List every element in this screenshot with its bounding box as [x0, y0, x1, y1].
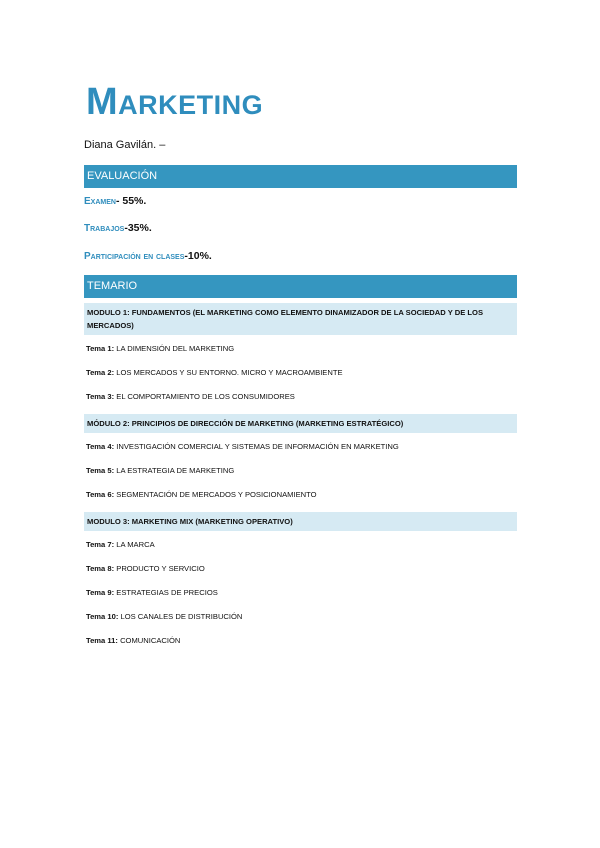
evaluation-value: - 55%. [115, 195, 147, 207]
tema-item [86, 564, 205, 573]
tema-title: LA DIMENSIÓN DEL MARKETING [114, 344, 235, 353]
evaluation-header: EVALUACIÓN [84, 165, 517, 188]
tema-number: Tema 9: [86, 588, 115, 597]
tema-title: COMUNICACIÓN [117, 636, 181, 645]
tema-item [86, 466, 234, 475]
evaluation-value: -10%. [184, 250, 212, 262]
evaluation-item [84, 222, 152, 234]
page-title [86, 80, 263, 127]
tema-title: INVESTIGACIÓN COMERCIAL Y SISTEMAS DE INFORMACIÓN EN MARKETING [114, 442, 399, 451]
author: Diana Gavilán. – [84, 139, 166, 151]
tema-item [86, 392, 295, 401]
temario-header: TEMARIO [84, 275, 517, 298]
module-3-header: MODULO 3: MARKETING MIX (MARKETING OPERATIVO) [84, 512, 517, 531]
tema-item [86, 588, 218, 597]
tema-item [86, 636, 180, 645]
evaluation-label: Participación en clases [84, 251, 185, 262]
evaluation-label: Examen [84, 196, 116, 207]
tema-title: PRODUCTO Y SERVICIO [114, 564, 205, 573]
tema-number: Tema 11: [86, 636, 118, 645]
title-rest: ARKETING [118, 90, 264, 120]
tema-title: LOS CANALES DE DISTRIBUCIÓN [118, 612, 243, 621]
tema-title: LOS MERCADOS Y SU ENTORNO. MICRO Y MACROAMBIENTE [114, 368, 343, 377]
tema-item [86, 612, 242, 621]
title-initial: M [86, 81, 119, 123]
tema-number: Tema 8: [86, 564, 115, 573]
tema-number: Tema 2: [86, 368, 115, 377]
evaluation-item [84, 250, 212, 262]
tema-item [86, 490, 317, 499]
tema-number: Tema 5: [86, 466, 115, 475]
tema-number: Tema 4: [86, 442, 115, 451]
tema-number: Tema 3: [86, 392, 115, 401]
tema-number: Tema 1: [86, 344, 115, 353]
evaluation-label: Trabajos [84, 223, 125, 234]
tema-title: SEGMENTACIÓN DE MERCADOS Y POSICIONAMIENTO [114, 490, 317, 499]
tema-title: LA ESTRATEGIA DE MARKETING [114, 466, 235, 475]
evaluation-item [84, 195, 146, 207]
evaluation-value: -35%. [124, 222, 152, 234]
tema-number: Tema 6: [86, 490, 115, 499]
tema-title: LA MARCA [114, 540, 155, 549]
tema-number: Tema 10: [86, 612, 119, 621]
module-2-header: MÓDULO 2: PRINCIPIOS DE DIRECCIÓN DE MARKETING (MARKETING ESTRATÉGICO) [84, 414, 517, 433]
tema-item [86, 344, 234, 353]
tema-item [86, 368, 343, 377]
tema-item [86, 442, 399, 451]
tema-title: ESTRATEGIAS DE PRECIOS [114, 588, 218, 597]
tema-number: Tema 7: [86, 540, 115, 549]
tema-item [86, 540, 155, 549]
module-1-header: MODULO 1: FUNDAMENTOS (EL MARKETING COMO ELEMENTO DINAMIZADOR DE LA SOCIEDAD Y DE LOS MERCADOS) [84, 303, 517, 335]
tema-title: EL COMPORTAMIENTO DE LOS CONSUMIDORES [114, 392, 295, 401]
